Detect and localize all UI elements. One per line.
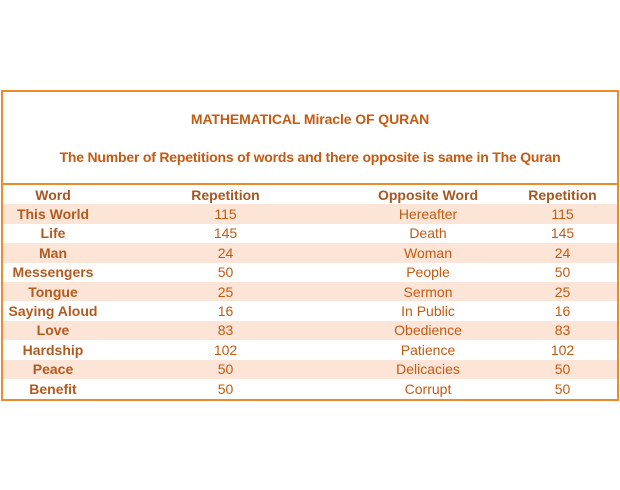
repetition-cell: 50 [217, 380, 234, 397]
table-row [3, 360, 617, 379]
opposite-repetition-cell: 24 [554, 244, 571, 261]
opposite-word-cell: Hereafter [398, 206, 458, 223]
opposite-word-cell: In Public [401, 303, 455, 320]
page-subtitle: The Number of Repetitions of words and there opposite is same in The Quran [59, 149, 561, 165]
repetition-table [3, 183, 617, 398]
repetition-cell: 115 [214, 206, 237, 223]
opposite-repetition-cell: 50 [554, 264, 571, 281]
table-row [3, 224, 617, 243]
opposite-word-cell: Corrupt [404, 380, 452, 397]
table-row [3, 243, 617, 262]
table-row [3, 340, 617, 359]
repetition-cell: 16 [217, 303, 234, 320]
header-repetition: Repetition [191, 186, 260, 203]
word-cell: Peace [32, 361, 74, 378]
opposite-repetition-cell: 145 [550, 225, 575, 242]
table-row [3, 263, 617, 282]
repetition-cell: 83 [217, 322, 234, 339]
word-cell: Love [36, 322, 70, 339]
repetition-cell: 145 [213, 225, 238, 242]
word-cell: Hardship [22, 341, 84, 358]
opposite-repetition-cell: 50 [554, 361, 571, 378]
document-frame [1, 90, 619, 401]
table-header-row [3, 185, 617, 204]
opposite-repetition-cell: 16 [554, 303, 571, 320]
page-title: MATHEMATICAL Miracle OF QURAN [190, 111, 430, 127]
opposite-word-cell: Sermon [403, 283, 453, 300]
word-cell: Life [40, 225, 66, 242]
repetition-cell: 102 [213, 341, 238, 358]
repetition-cell: 24 [217, 244, 234, 261]
word-cell: Messengers [12, 264, 94, 281]
opposite-repetition-cell: 50 [554, 380, 571, 397]
table-row [3, 379, 617, 398]
opposite-word-cell: Obedience [394, 322, 462, 339]
header-opposite-repetition: Repetition [528, 186, 597, 203]
table-row [3, 282, 617, 301]
repetition-cell: 25 [217, 283, 234, 300]
repetition-cell: 50 [217, 361, 234, 378]
table-row [3, 204, 617, 223]
opposite-word-cell: People [406, 264, 450, 281]
word-cell: This World [16, 206, 90, 223]
opposite-repetition-cell: 102 [550, 341, 575, 358]
word-cell: Tongue [28, 283, 78, 300]
word-cell: Man [39, 244, 67, 261]
opposite-word-cell: Death [409, 225, 447, 242]
header-opposite-word: Opposite Word [377, 186, 479, 203]
header-word: Word [35, 186, 71, 203]
table-row [3, 301, 617, 320]
word-cell: Benefit [29, 380, 77, 397]
table-body [3, 204, 617, 398]
opposite-repetition-cell: 25 [554, 283, 571, 300]
opposite-word-cell: Delicacies [396, 361, 460, 378]
repetition-cell: 50 [217, 264, 234, 281]
opposite-repetition-cell: 115 [551, 206, 574, 223]
opposite-word-cell: Patience [400, 341, 456, 358]
table-row [3, 321, 617, 340]
opposite-repetition-cell: 83 [554, 322, 571, 339]
opposite-word-cell: Woman [404, 244, 452, 261]
word-cell: Saying Aloud [8, 303, 98, 320]
